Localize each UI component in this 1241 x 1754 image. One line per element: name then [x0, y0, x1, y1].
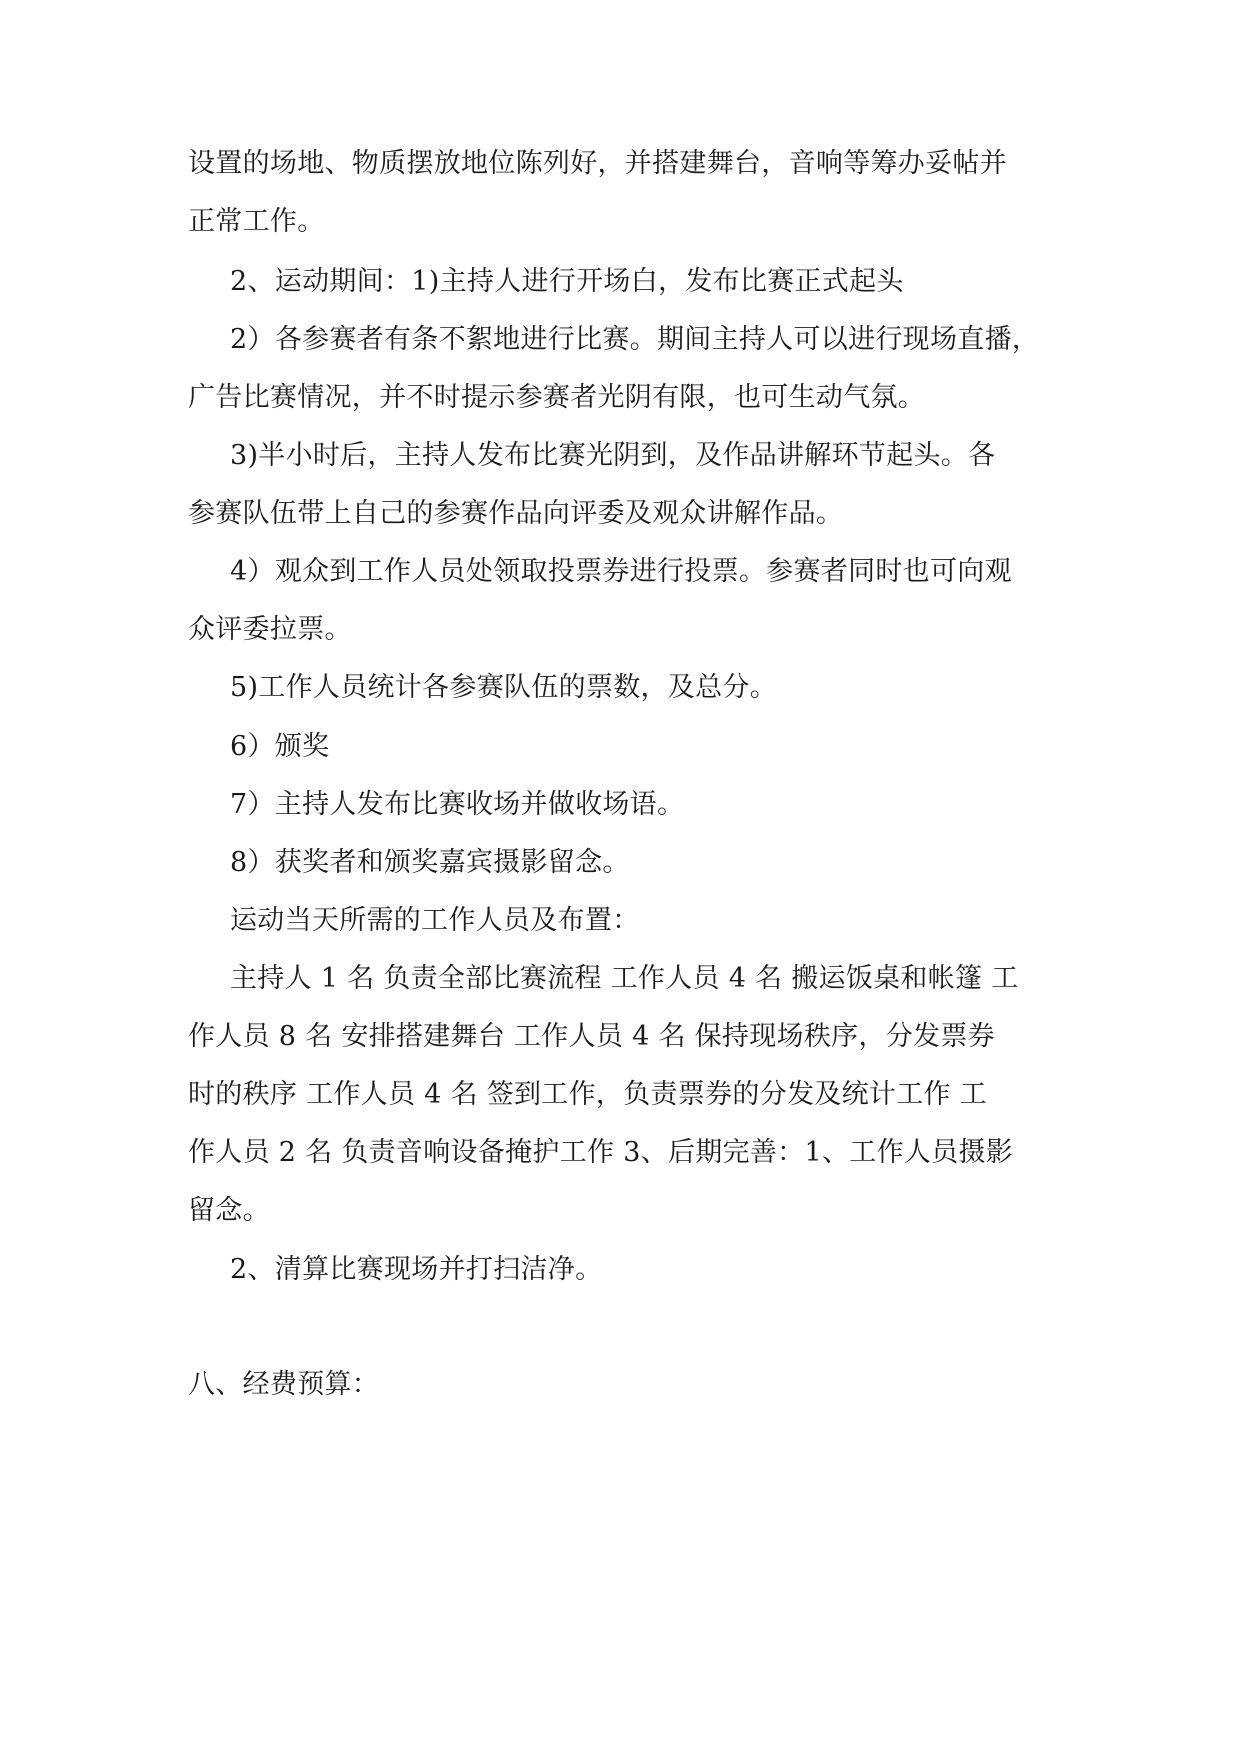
paragraph-line: 3)半小时后，主持人发布比赛光阴到，及作品讲解环节起头。各 [230, 440, 996, 471]
paragraph-line: 时的秩序 工作人员 4 名 签到工作，负责票券的分发及统计工作 工 [188, 1079, 987, 1110]
paragraph-line: 作人员 2 名 负责音响设备掩护工作 3、后期完善：1、工作人员摄影 [188, 1137, 1014, 1168]
paragraph-line: 2）各参赛者有条不絮地进行比赛。期间主持人可以进行现场直播， [230, 324, 1040, 355]
paragraph-line: 8）获奖者和颁奖嘉宾摄影留念。 [230, 847, 630, 878]
paragraph-line: 4）观众到工作人员处领取投票券进行投票。参赛者同时也可向观 [230, 556, 1012, 587]
paragraph-line: 运动当天所需的工作人员及布置： [230, 905, 640, 936]
section-heading: 八、经费预算： [188, 1369, 380, 1400]
paragraph-line: 5)工作人员统计各参赛队伍的票数，及总分。 [230, 672, 778, 703]
paragraph-line: 2、清算比赛现场并打扫洁净。 [230, 1254, 603, 1285]
paragraph-line: 设置的场地、物质摆放地位陈列好，并搭建舞台，音响等筹办妥帖并 [188, 148, 1007, 179]
paragraph-line: 6）颁奖 [230, 731, 330, 762]
paragraph-line: 众评委拉票。 [188, 614, 352, 645]
paragraph-line: 7）主持人发布比赛收场并做收场语。 [230, 789, 685, 820]
paragraph-line: 正常工作。 [188, 206, 325, 237]
paragraph-line: 广告比赛情况，并不时提示参赛者光阴有限，也可生动气氛。 [188, 382, 926, 413]
paragraph-line: 2、运动期间：1)主持人进行开场白，发布比赛正式起头 [230, 266, 904, 297]
paragraph-line: 作人员 8 名 安排搭建舞台 工作人员 4 名 保持现场秩序，分发票券 [188, 1021, 995, 1052]
paragraph-line: 留念。 [188, 1195, 270, 1226]
paragraph-line: 参赛队伍带上自己的参赛作品向评委及观众讲解作品。 [188, 498, 844, 529]
paragraph-line: 主持人 1 名 负责全部比赛流程 工作人员 4 名 搬运饭桌和帐篷 工 [230, 963, 1019, 994]
